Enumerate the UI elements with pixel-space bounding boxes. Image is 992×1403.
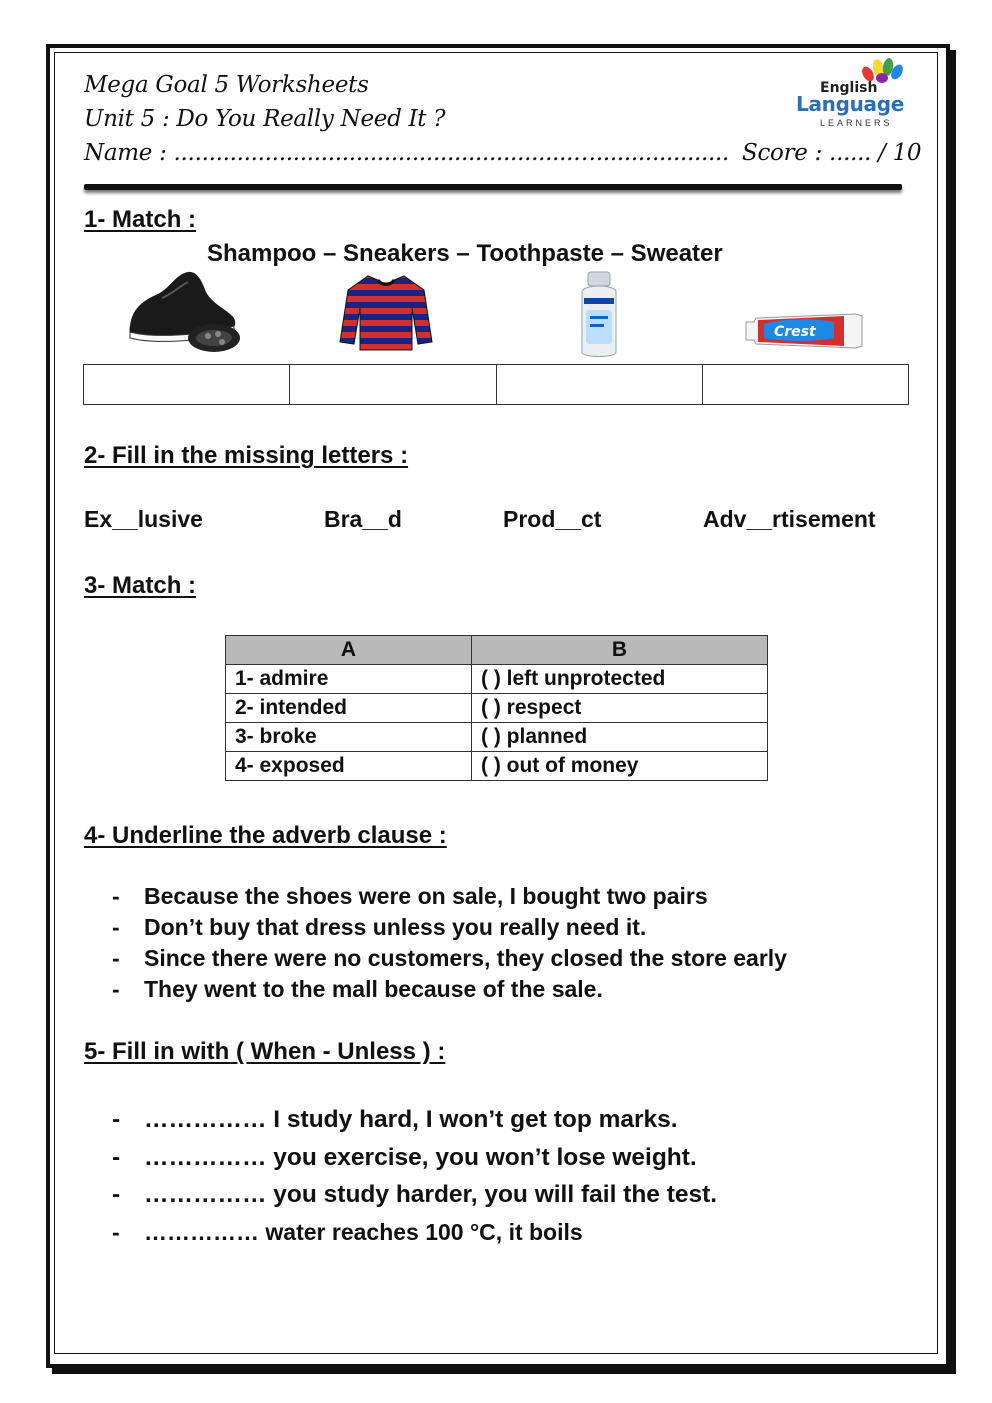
toothpaste-image [744, 308, 864, 352]
list-item[interactable]: - …………… you study harder, you will fail the test. [112, 1181, 718, 1208]
row-b-cell[interactable]: ( ) respect [472, 694, 768, 723]
answer-box-4[interactable] [702, 365, 908, 405]
row-b-cell[interactable]: ( ) left unprotected [472, 665, 768, 694]
list-item[interactable]: - …………… I study hard, I won’t get top marks. [112, 1106, 678, 1133]
row-a-cell: 4- exposed [226, 752, 472, 781]
row-a-cell: 1- admire [226, 665, 472, 694]
column-a-header: A [226, 636, 472, 665]
table-row [226, 752, 768, 781]
list-item[interactable]: - Don’t buy that dress unless you really need it. [112, 914, 647, 940]
answer-box-1[interactable] [84, 365, 290, 405]
section4-title: 4- Underline the adverb clause : [84, 822, 447, 849]
fill-in-list [112, 1101, 717, 1251]
worksheet-title: Mega Goal 5 Worksheets [84, 72, 369, 98]
name-line: Name : .........................................................…................... [84, 140, 730, 166]
match-answer-boxes [83, 364, 909, 405]
unit-title: Unit 5 : Do You Really Need It ? [84, 106, 446, 132]
list-item[interactable]: - Since there were no customers, they closed the store early [112, 945, 787, 971]
table-header-row [226, 636, 768, 665]
list-item[interactable]: - …………… you exercise, you won’t lose weight. [112, 1143, 697, 1171]
row-b-cell[interactable]: ( ) out of money [472, 752, 768, 781]
table-row [226, 723, 768, 752]
row-a-cell: 3- broke [226, 723, 472, 752]
word-bank: Shampoo – Sneakers – Toothpaste – Sweater [207, 240, 723, 267]
missing-word-3: Prod__ct [503, 506, 602, 532]
row-b-cell[interactable]: ( ) planned [472, 723, 768, 752]
sweater-image [338, 272, 434, 354]
row-a-cell: 2- intended [226, 694, 472, 723]
answer-box-2[interactable] [290, 365, 496, 405]
answer-box-3[interactable] [496, 365, 702, 405]
shampoo-bottle-image [578, 270, 620, 360]
section2-title: 2- Fill in the missing letters : [84, 442, 409, 469]
column-b-header: B [472, 636, 768, 665]
english-language-learners-logo [790, 56, 918, 132]
list-item[interactable]: - They went to the mall because of the sale. [112, 976, 603, 1002]
missing-word-2: Bra__d [324, 506, 402, 532]
section1-title: 1- Match : [84, 206, 197, 233]
logo-language: Language [796, 92, 905, 116]
score-label: Score : ...... / 10 [742, 140, 922, 166]
section3-title: 3- Match : [84, 572, 197, 599]
list-item[interactable]: - Because the shoes were on sale, I bought two pairs [112, 883, 708, 909]
logo-english: English [820, 80, 878, 96]
missing-word-1: Ex__lusive [84, 506, 203, 532]
logo-learners: LEARNERS [820, 118, 893, 128]
sneaker-image [122, 268, 240, 358]
adverb-clause-list [112, 881, 787, 1005]
svg-text:Crest: Crest [774, 324, 816, 340]
section5-title: 5- Fill in with ( When - Unless ) : [84, 1038, 446, 1065]
matching-table [225, 635, 768, 781]
table-row [226, 694, 768, 723]
list-item[interactable]: - …………… water reaches 100 °C, it boils [112, 1218, 583, 1245]
missing-word-4: Adv__rtisement [703, 506, 876, 532]
table-row [226, 665, 768, 694]
header-divider [84, 184, 902, 190]
